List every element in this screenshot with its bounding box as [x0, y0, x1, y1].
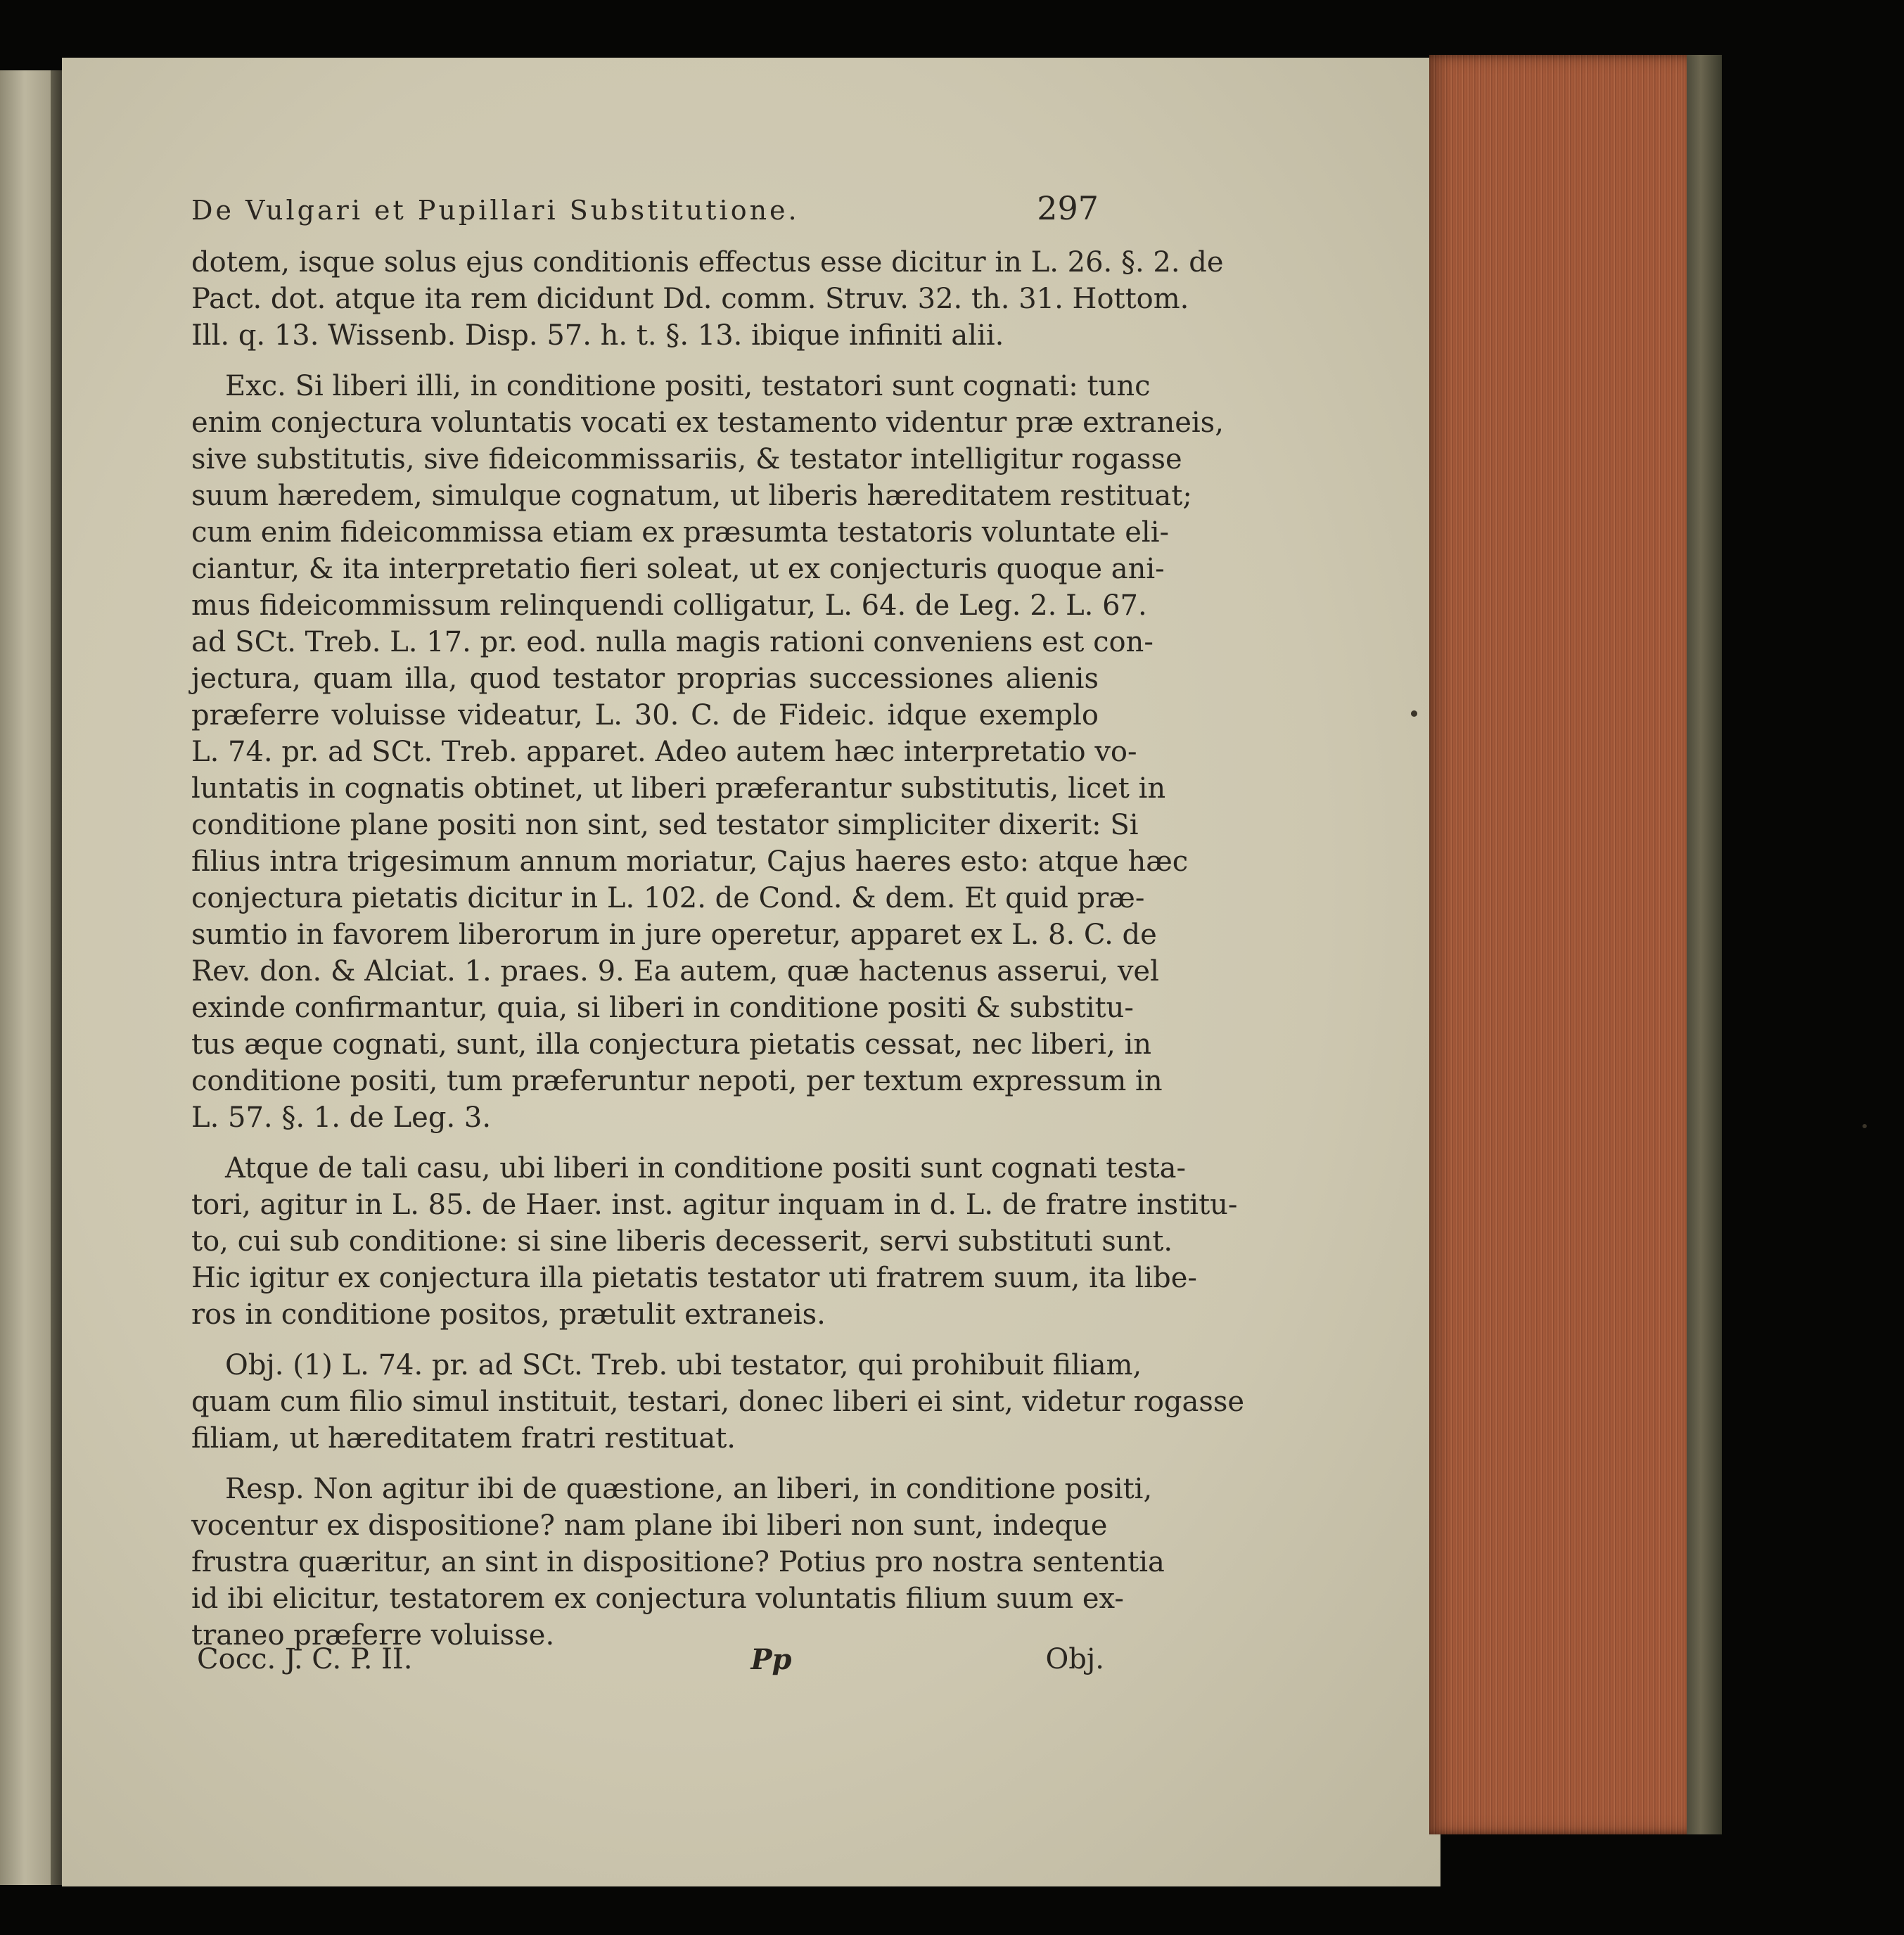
text-line: L. 74. pr. ad SCt. Treb. apparet. Adeo autem hæc interpretatio vo-: [191, 736, 1137, 768]
page-number: 297: [1037, 189, 1099, 227]
text-line: dotem, isque solus ejus conditionis effectus esse dicitur in L. 26. §. 2. de: [191, 246, 1224, 279]
page-footer: [197, 1643, 1104, 1676]
text-line: Rev. don. & Alciat. 1. praes. 9. Ea autem, quæ hactenus asserui, vel: [191, 955, 1159, 988]
text-line: conjectura pietatis dicitur in L. 102. de Cond. & dem. Et quid præ-: [191, 882, 1145, 914]
text-line: tus æque cognati, sunt, illa conjectura pietatis cessat, nec liberi, in: [191, 1028, 1152, 1061]
ink-spot: [1411, 710, 1417, 717]
paragraph: [191, 244, 1224, 354]
text-line: conditione positi, tum præferuntur nepoti, per textum expressum in: [191, 1065, 1163, 1097]
paragraph-gap: [191, 1333, 1099, 1347]
text-line: Atque de tali casu, ubi liberi in conditione positi sunt cognati testa-: [225, 1152, 1186, 1184]
text-line: Ill. q. 13. Wissenb. Disp. 57. h. t. §. 13. ibique infiniti alii.: [191, 319, 1004, 352]
text-line: conditione plane positi non sint, sed testator simpliciter dixerit: Si: [191, 809, 1139, 841]
paragraph: [191, 1471, 1165, 1654]
catchword: Obj.: [1045, 1643, 1104, 1675]
text-line: ciantur, & ita interpretatio fieri soleat, ut ex conjecturis quoque ani-: [191, 553, 1165, 585]
text-line: filiam, ut hæreditatem fratri restituat.: [191, 1422, 736, 1455]
text-line: ad SCt. Treb. L. 17. pr. eod. nulla magis rationi conveniens est con-: [191, 626, 1154, 658]
book-cover-edge: [1687, 55, 1722, 1834]
text-line: ros in conditione positos, prætulit extraneis.: [191, 1298, 826, 1331]
text-line: exinde confirmantur, quia, si liberi in conditione positi & substitu-: [191, 992, 1134, 1024]
paragraph: [191, 1150, 1238, 1333]
paragraph: [191, 1347, 1245, 1457]
text-line: tori, agitur in L. 85. de Haer. inst. agitur inquam in d. L. de fratre institu-: [191, 1189, 1238, 1221]
text-line: Pact. dot. atque ita rem dicidunt Dd. comm. Struv. 32. th. 31. Hottom.: [191, 283, 1189, 315]
paragraph-gap: [191, 1136, 1099, 1150]
text-line: suum hæredem, simulque cognatum, ut liberis hæreditatem restituat;: [191, 480, 1192, 512]
text-line: Exc. Si liberi illi, in conditione positi, testatori sunt cognati: tunc: [225, 370, 1151, 402]
running-title: De Vulgari et Pupillari Substitutione.: [191, 195, 800, 226]
body-paragraphs: [191, 244, 1245, 1654]
page-fore-edge: [1429, 55, 1697, 1834]
text-line: L. 57. §. 1. de Leg. 3.: [191, 1101, 492, 1134]
signature: Cocc. J. C. P. II.: [197, 1643, 413, 1675]
text-line: id ibi elicitur, testatorem ex conjectura voluntatis filium suum ex-: [191, 1583, 1124, 1615]
text-line: luntatis in cognatis obtinet, ut liberi præferantur substitutis, licet in: [191, 772, 1166, 805]
text-line: mus fideicommissum relinquendi colligatur, L. 64. de Leg. 2. L. 67.: [191, 589, 1147, 622]
paragraph-gap: [191, 354, 1099, 368]
text-line: jectura, quam illa, quod testator proprias successiones alienis: [191, 663, 1099, 695]
text-line: vocentur ex dispositione? nam plane ibi liberi non sunt, indeque: [191, 1509, 1108, 1542]
text-line: Resp. Non agitur ibi de quæstione, an liberi, in conditione positi,: [225, 1473, 1153, 1505]
text-line: cum enim fideicommissa etiam ex præsumta testatoris voluntate eli-: [191, 516, 1169, 549]
text-line: præferre voluisse videatur, L. 30. C. de Fideic. idque exemplo: [191, 699, 1099, 732]
text-line: sive substitutis, sive fideicommissariis, & testator intelligitur rogasse: [191, 443, 1182, 475]
text-line: quam cum filio simul instituit, testari, donec liberi ei sint, videtur rogasse: [191, 1386, 1245, 1418]
text-line: enim conjectura voluntatis vocati ex testamento videntur præ extraneis,: [191, 407, 1224, 439]
signature-mark: Pp: [750, 1643, 792, 1676]
paragraph-gap: [191, 1457, 1099, 1471]
text-line: traneo præferre voluisse.: [191, 1619, 555, 1652]
ink-spot: [1863, 1124, 1867, 1128]
text-line: to, cui sub conditione: si sine liberis decesserit, servi substituti sunt.: [191, 1225, 1173, 1258]
running-head: [191, 190, 1099, 229]
text-line: filius intra trigesimum annum moriatur, Cajus haeres esto: atque hæc: [191, 845, 1189, 878]
text-line: sumtio in favorem liberorum in jure operetur, apparet ex L. 8. C. de: [191, 919, 1157, 951]
text-line: Obj. (1) L. 74. pr. ad SCt. Treb. ubi testator, qui prohibuit filiam,: [225, 1349, 1142, 1381]
text-line: frustra quæritur, an sint in dispositione? Potius pro nostra sententia: [191, 1546, 1165, 1578]
text-line: Hic igitur ex conjectura illa pietatis testator uti fratrem suum, ita libe-: [191, 1262, 1197, 1294]
page-text: [191, 189, 1245, 1654]
paragraph: [191, 368, 1224, 1136]
